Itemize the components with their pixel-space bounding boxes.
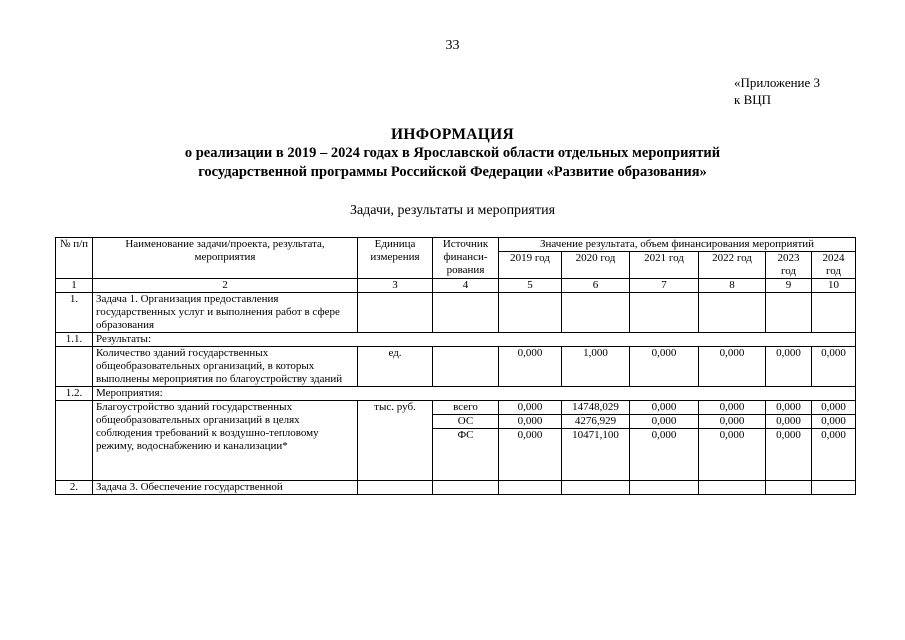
column-number: 1	[56, 279, 93, 293]
heading-line3: государственной программы Российской Федерации «Развитие образования»	[198, 163, 707, 180]
row-number: 1.	[56, 293, 93, 333]
column-number: 10	[812, 279, 856, 293]
value-cell: 0,000	[766, 401, 812, 415]
value-cell: 1,000	[562, 347, 630, 387]
value-cell: 0,000	[499, 415, 562, 429]
value-cell: 10471,100	[562, 429, 630, 481]
measure-unit: тыс. руб.	[358, 401, 433, 481]
appendix-note	[734, 74, 820, 108]
task3-row	[56, 481, 856, 495]
measure-name: Благоустройство зданий государственных общеобразовательных организаций в целях соблюдения требований к воздушно-тепловому режиму, водоснабжению и канализации*	[93, 401, 358, 481]
header-values-title: Значение результата, объем финансирования мероприятий	[499, 238, 856, 252]
value-cell: 0,000	[499, 429, 562, 481]
document-heading	[0, 125, 905, 181]
value-cell: 0,000	[812, 415, 856, 429]
value-cell: 0,000	[630, 415, 699, 429]
column-number: 6	[562, 279, 630, 293]
value-cell: 0,000	[699, 415, 766, 429]
header-name: Наименование задачи/проекта, результата, мероприятия	[93, 238, 358, 279]
results-section-row	[56, 333, 856, 347]
measures-section-row	[56, 387, 856, 401]
value-cell: 0,000	[699, 401, 766, 415]
section-label: Мероприятия:	[93, 387, 856, 401]
row-number: 2.	[56, 481, 93, 495]
appendix-line1: «Приложение 3	[734, 75, 821, 90]
value-cell: 0,000	[766, 429, 812, 481]
value-cell: 0,000	[812, 401, 856, 415]
header-year: 2023 год	[766, 252, 812, 279]
column-number: 8	[699, 279, 766, 293]
value-cell: 0,000	[630, 401, 699, 415]
header-year: 2022 год	[699, 252, 766, 279]
column-number: 5	[499, 279, 562, 293]
result-unit: ед.	[358, 347, 433, 387]
value-cell: 0,000	[812, 347, 856, 387]
table-subtitle: Задачи, результаты и мероприятия	[349, 203, 556, 218]
column-number: 7	[630, 279, 699, 293]
appendix-line2: к ВЦП	[734, 92, 772, 107]
funding-source: ФС	[433, 429, 499, 481]
column-number: 2	[93, 279, 358, 293]
value-cell: 4276,929	[562, 415, 630, 429]
value-cell: 0,000	[699, 347, 766, 387]
results-table	[55, 237, 856, 495]
header-year: 2021 год	[630, 252, 699, 279]
value-cell: 0,000	[766, 347, 812, 387]
measure-item-row	[56, 401, 856, 415]
task-name: Задача 1. Организация предоставления государственных услуг и выполнения работ в сфере образования	[93, 293, 358, 333]
value-cell: 0,000	[630, 429, 699, 481]
header-row	[56, 238, 856, 252]
value-cell: 0,000	[812, 429, 856, 481]
task-name: Задача 3. Обеспечение государственной	[93, 481, 358, 495]
header-source: Источник финанси- рования	[433, 238, 499, 279]
value-cell: 0,000	[499, 347, 562, 387]
value-cell: 14748,029	[562, 401, 630, 415]
value-cell: 0,000	[766, 415, 812, 429]
row-number: 1.2.	[56, 387, 93, 401]
header-unit: Единица измерения	[358, 238, 433, 279]
page-number: 33	[445, 38, 460, 53]
result-item-row	[56, 347, 856, 387]
column-number-row	[56, 279, 856, 293]
heading-title: ИНФОРМАЦИЯ	[391, 126, 514, 143]
heading-line2: о реализации в 2019 – 2024 годах в Ярославской области отдельных мероприятий	[184, 145, 721, 161]
task1-row	[56, 293, 856, 333]
section-label: Результаты:	[93, 333, 856, 347]
funding-source: ОС	[433, 415, 499, 429]
header-num: № п/п	[56, 238, 93, 279]
column-number: 3	[358, 279, 433, 293]
result-name: Количество зданий государственных общеобразовательных организаций, в которых выполнены мероприятия по благоустройству зданий	[93, 347, 358, 387]
column-number: 9	[766, 279, 812, 293]
funding-source: всего	[433, 401, 499, 415]
column-number: 4	[433, 279, 499, 293]
header-year: 2019 год	[499, 252, 562, 279]
row-number: 1.1.	[56, 333, 93, 347]
header-year: 2024 год	[812, 252, 856, 279]
header-year: 2020 год	[562, 252, 630, 279]
value-cell: 0,000	[630, 347, 699, 387]
value-cell: 0,000	[699, 429, 766, 481]
value-cell: 0,000	[499, 401, 562, 415]
